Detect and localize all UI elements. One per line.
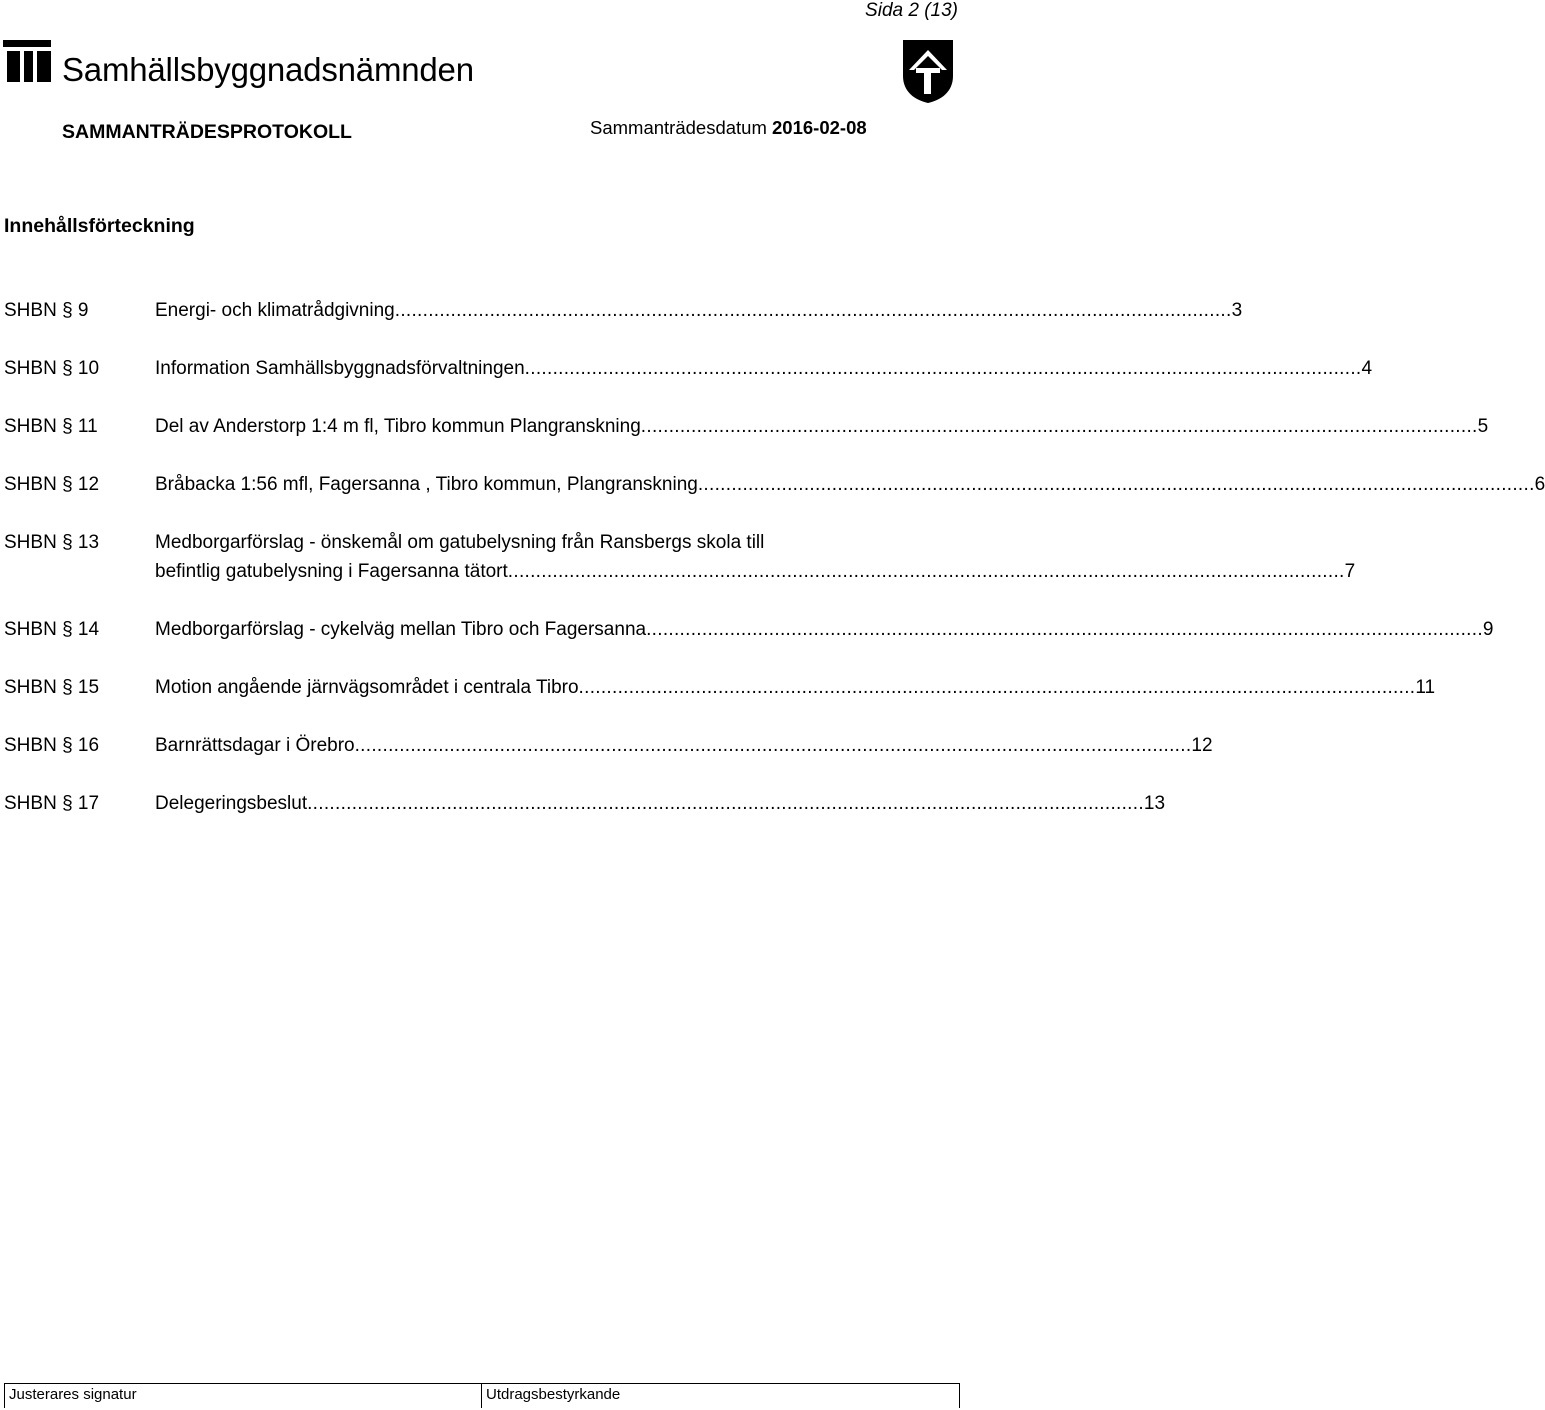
toc-entry-number: SHBN § 13 [4,532,100,553]
toc-leader-dots: ...................................................................................................................................................... [578,677,1416,698]
toc-entry-number: SHBN § 14 [4,619,100,640]
signature-field: Justerares signatur [5,1384,482,1408]
toc-entry-page: 7 [1344,561,1356,582]
page-number: Sida 2 (13) [865,0,958,21]
toc-entry-number: SHBN § 15 [4,677,100,698]
toc-leader-dots: ...................................................................................................................................................... [640,416,1478,437]
toc-entry[interactable] [4,528,1356,586]
toc-entry-page: 3 [1231,300,1243,321]
toc-entry-page: 9 [1482,619,1494,640]
toc-entry[interactable] [4,412,1489,441]
protocol-title: SAMMANTRÄDESPROTOKOLL [62,121,352,143]
toc-entry-number: SHBN § 10 [4,358,100,379]
toc-entry-title: Energi- och klimatrådgivning [155,300,395,321]
toc-leader-dots: ...................................................................................................................................................... [524,358,1362,379]
toc-leader-dots: ...................................................................................................................................................... [507,561,1345,582]
toc-entry-number: SHBN § 17 [4,793,100,814]
toc-entry[interactable] [4,731,1213,760]
toc-entry-title: Medborgarförslag - cykelväg mellan Tibro och Fagersanna [155,619,647,640]
toc-entry-title: Del av Anderstorp 1:4 m fl, Tibro kommun Plangranskning [155,416,641,437]
committee-name: Samhällsbyggnadsnämnden [62,51,474,88]
toc-entry-title: Bråbacka 1:56 mfl, Fagersanna , Tibro kommun, Plangranskning [155,474,698,495]
certify-field: Utdragsbestyrkande [486,1386,621,1403]
meeting-date-value: 2016-02-08 [772,117,867,138]
signature-footer [4,1383,960,1408]
toc-entry-page: 5 [1477,416,1489,437]
toc-entry-page: 6 [1534,474,1545,495]
coat-of-arms-shield-icon [901,38,955,104]
toc-heading: Innehållsförteckning [4,215,195,237]
toc-entry-number: SHBN § 9 [4,300,89,321]
toc-entry-title-line2: befintlig gatubelysning i Fagersanna tätort [155,561,508,582]
meeting-date-label: Sammanträdesdatum [590,117,767,138]
toc-entry-number: SHBN § 16 [4,735,100,756]
toc-entry-title: Barnrättsdagar i Örebro [155,735,355,756]
toc-entry-page: 13 [1143,793,1166,814]
toc-entry-page: 11 [1415,677,1436,698]
toc-entry-title: Information Samhällsbyggnadsförvaltningen [155,358,525,379]
toc-entry-number: SHBN § 12 [4,474,100,495]
toc-leader-dots: ...................................................................................................................................................... [394,300,1232,321]
toc-entry-title: Motion angående järnvägsområdet i centrala Tibro [155,677,579,698]
toc-entry-title-line1: Medborgarförslag - önskemål om gatubelysning från Ransbergs skola till [155,532,765,553]
toc-leader-dots: ...................................................................................................................................................... [697,474,1535,495]
toc-leader-dots: ...................................................................................................................................................... [646,619,1483,640]
toc-entry[interactable] [4,673,1436,702]
toc-entry-title: Delegeringsbeslut [155,793,308,814]
toc-leader-dots: ...................................................................................................................................................... [307,793,1144,814]
tibro-municipality-logo [3,40,51,82]
toc-entry[interactable] [4,470,1545,499]
toc-entry[interactable] [4,615,1494,644]
meeting-date [590,117,867,139]
toc-entry-page: 4 [1361,358,1373,379]
toc-entry[interactable] [4,354,1373,383]
toc-entry-number: SHBN § 11 [4,416,98,437]
toc-entry[interactable] [4,296,1243,325]
table-of-contents [4,296,1545,847]
toc-entry-page: 12 [1191,735,1213,756]
toc-entry[interactable] [4,789,1166,818]
toc-leader-dots: ...................................................................................................................................................... [354,735,1192,756]
